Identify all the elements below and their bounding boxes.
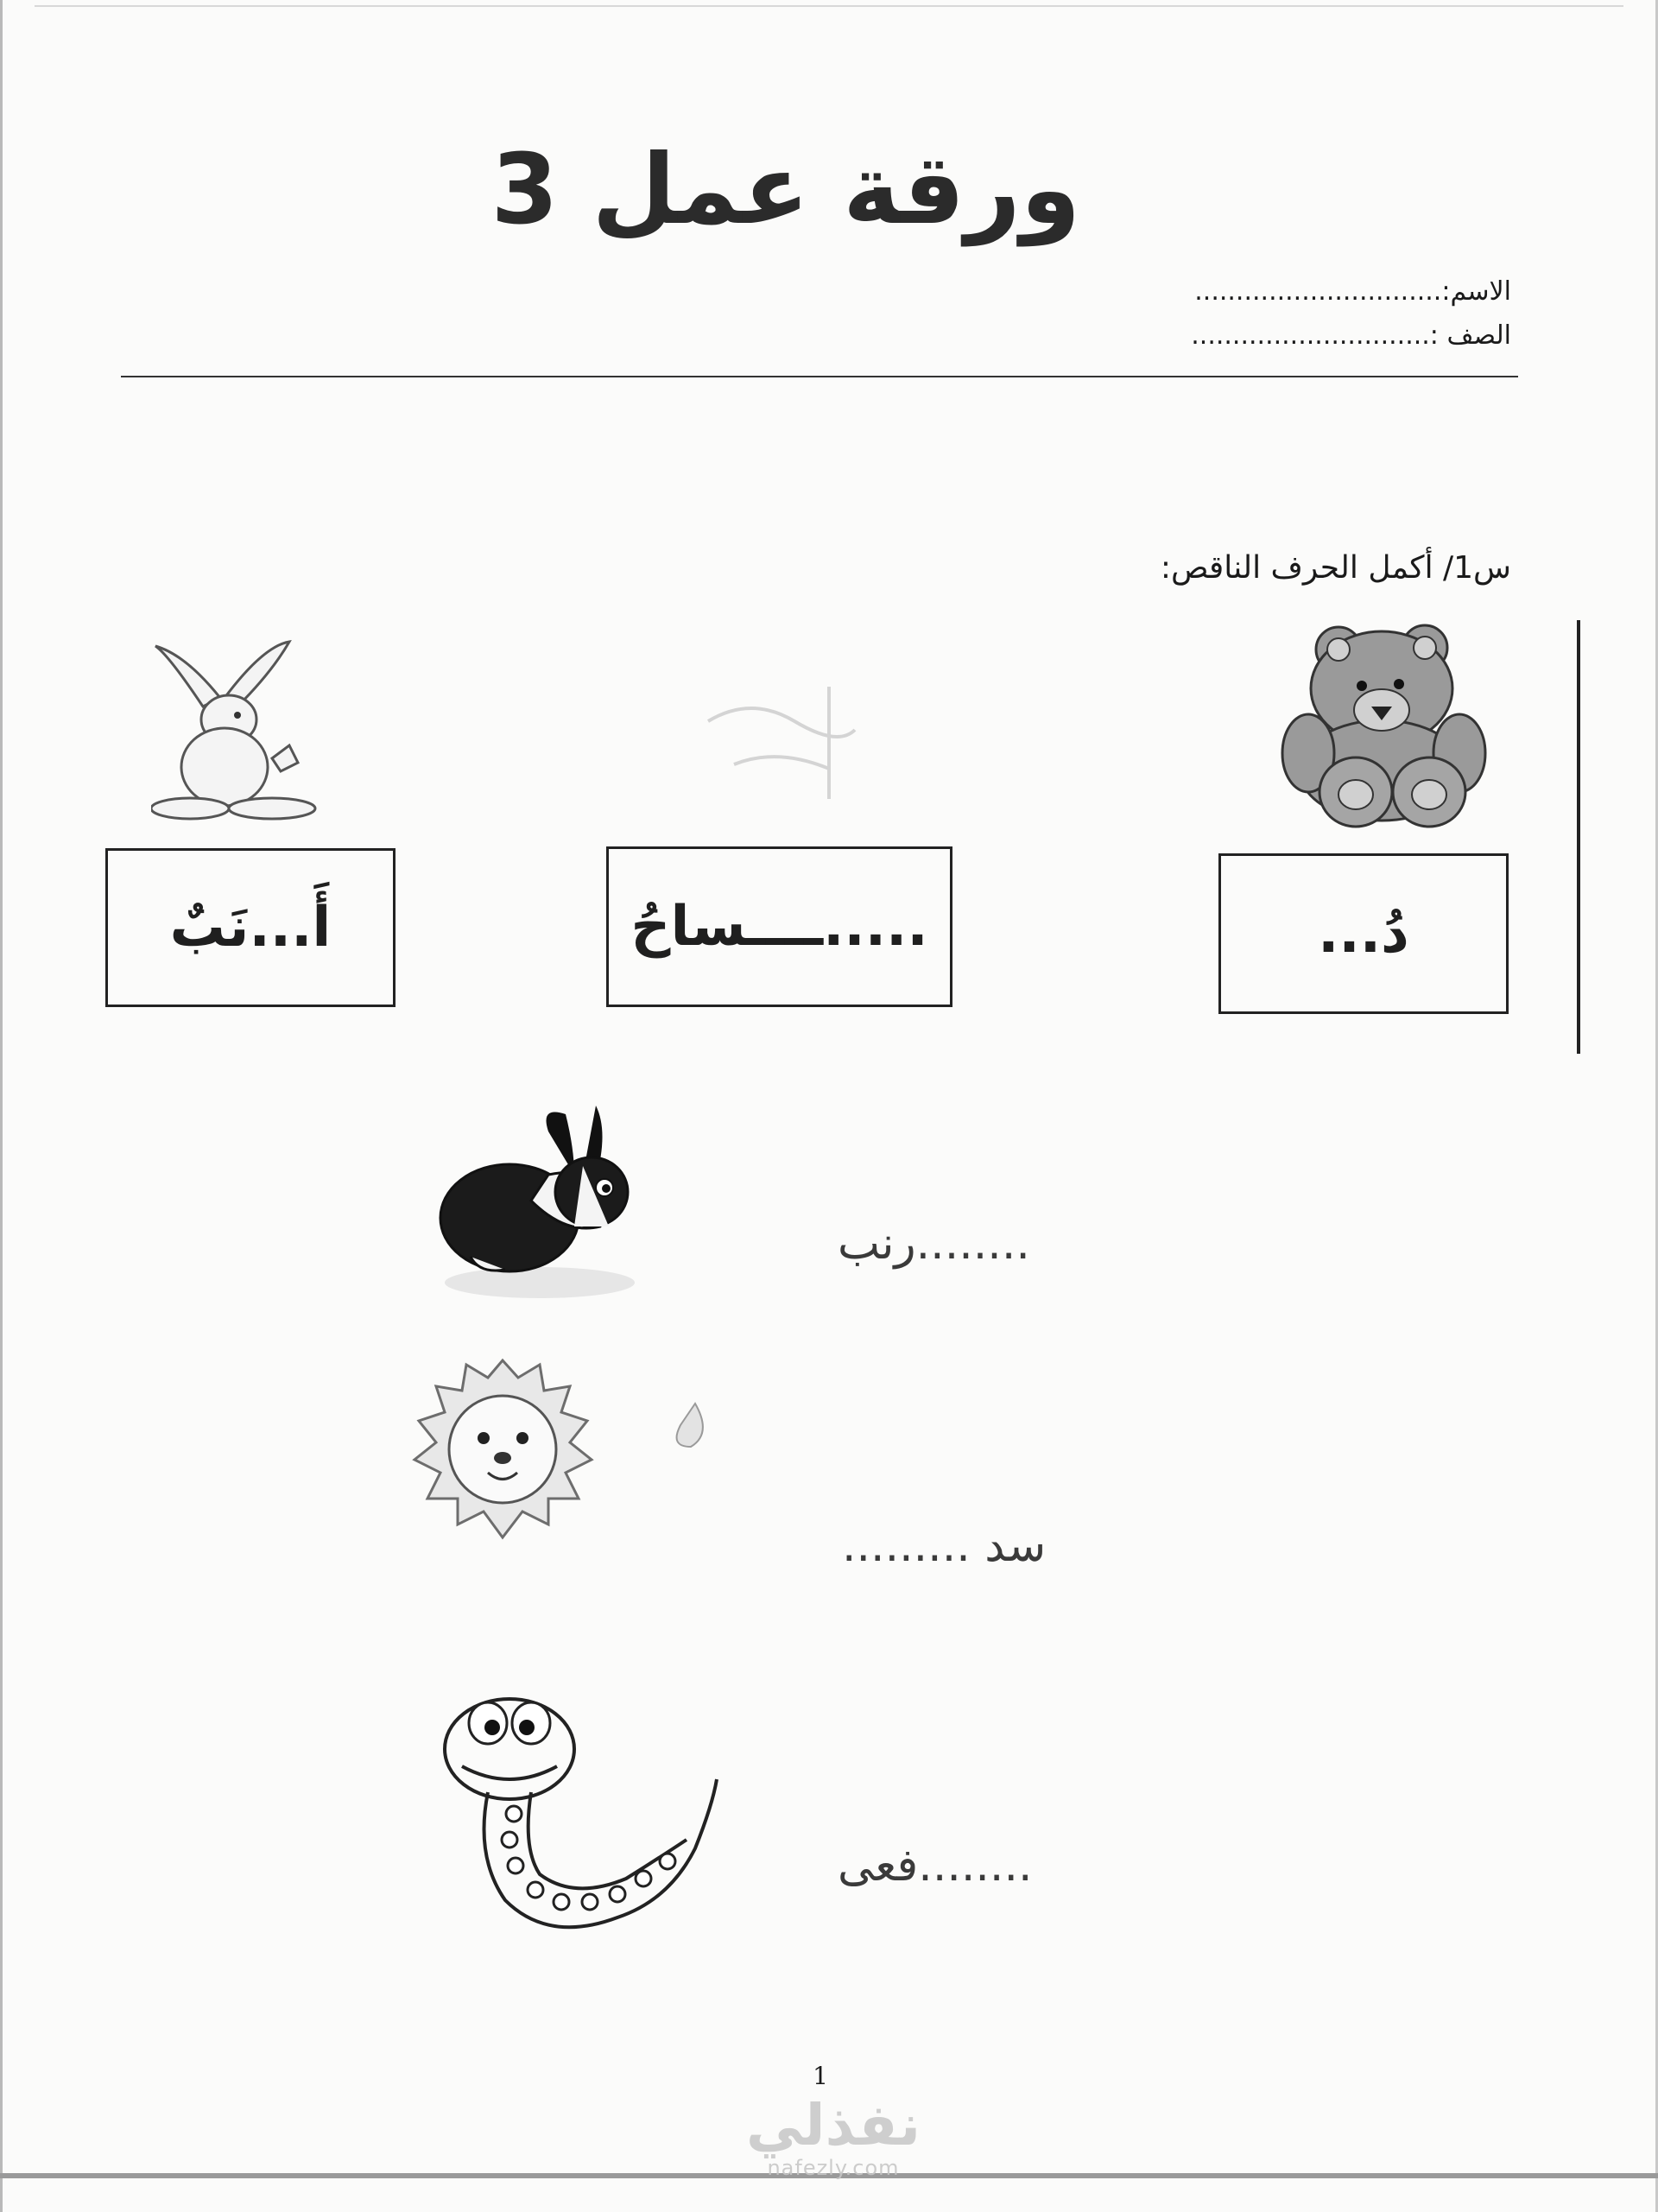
word-box-hare xyxy=(105,848,396,1007)
snake-icon xyxy=(436,1684,738,1961)
fill-line-rabbit: ........رنب xyxy=(838,1218,1030,1270)
bear-icon xyxy=(1278,624,1528,831)
side-bar xyxy=(1577,620,1580,1054)
watermark-url: nafezly.com xyxy=(767,2156,900,2180)
worksheet-title: ورقة عمل 3 xyxy=(490,134,1081,246)
word-box-hare-text: أَ...نَبٌ xyxy=(169,896,332,960)
watermark xyxy=(717,2092,950,2185)
header-divider xyxy=(121,376,1518,377)
question-1: س1/ أكمل الحرف الناقص: xyxy=(1160,550,1511,586)
hare-icon xyxy=(151,637,320,823)
word-box-bear-text: دُ... xyxy=(1318,902,1409,966)
word-box-crocodile xyxy=(606,846,952,1007)
class-field: الصف :............................. xyxy=(1191,320,1511,351)
fill-line-lion: سد ......... xyxy=(842,1520,1047,1572)
word-box-bear xyxy=(1218,853,1509,1014)
crocodile-icon xyxy=(699,669,864,816)
page-number: 1 xyxy=(813,2062,828,2090)
rabbit-icon xyxy=(436,1106,648,1309)
lion-icon xyxy=(402,1347,604,1550)
word-box-crocodile-text: .....ــــساحُ xyxy=(630,895,928,959)
name-field: الاسم:.............................. xyxy=(1194,276,1511,307)
drop-icon xyxy=(665,1399,712,1451)
watermark-arabic: نفذلي xyxy=(746,2092,921,2158)
fill-line-snake: ........فعى xyxy=(838,1840,1033,1892)
scan-top-edge xyxy=(35,5,1623,7)
